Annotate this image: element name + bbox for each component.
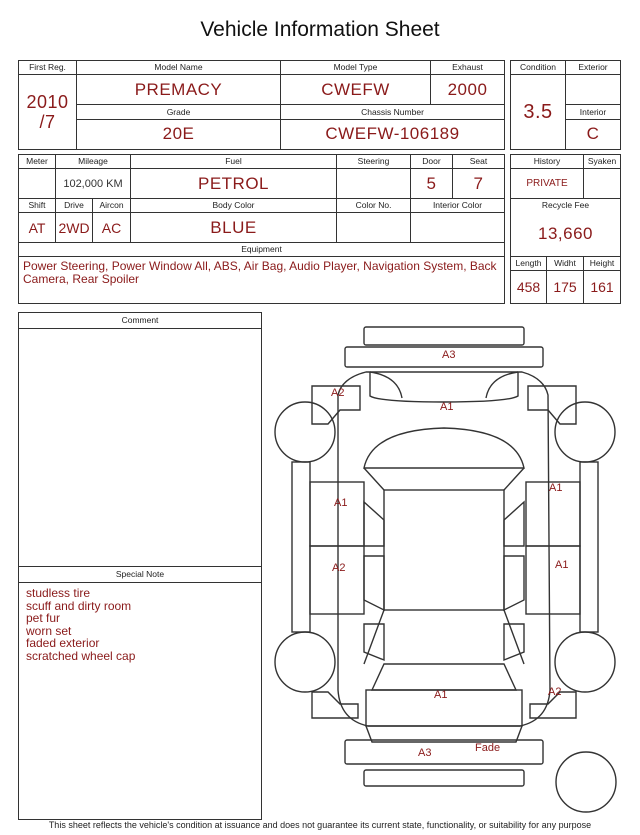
seat-label: Seat [453,155,505,169]
roof [384,490,504,610]
first-reg-month: /7 [39,112,56,133]
rear-bumper [345,740,543,764]
color-no-label: Color No. [337,199,411,213]
right-rear-door [526,546,580,614]
model-name-label: Model Name [77,61,281,75]
width-value: 175 [547,271,584,304]
vehicle-table [18,60,505,150]
grade-label: Grade [77,105,281,119]
meter-label: Meter [19,155,56,169]
rear-right-wheel [555,632,615,692]
damage-front-bumper: A3 [442,349,456,361]
door-value: 5 [411,169,453,199]
left-front-window [364,502,384,546]
left-rear-door [310,546,364,614]
roof-front-edge [364,468,524,490]
fuel-label: Fuel [131,155,337,169]
body-color-value: BLUE [131,213,337,243]
drive-label: Drive [56,199,93,213]
damage-left-rear-door: A2 [332,562,346,574]
rear-left-wheel [275,632,335,692]
equipment-label: Equipment [19,243,505,257]
recycle-fee-label: Recycle Fee [511,199,621,213]
exterior-label: Exterior [566,61,621,75]
damage-right-rear-fender: A2 [548,686,562,698]
comment-label: Comment [19,313,261,329]
exterior-value [566,75,621,105]
first-reg-year: 2010 [26,92,69,113]
disclaimer-footer: This sheet reflects the vehicle's condition at issuance and does not guarantee its current state, functionality, or suitability for any purpose [48,820,592,830]
door-label: Door [411,155,453,169]
fuel-value: PETROL [131,169,337,199]
exhaust-value: 2000 [431,75,505,105]
special-note-item: faded exterior [26,636,100,650]
mileage-label: Mileage [56,155,131,169]
damage-hood: A1 [440,401,454,413]
condition-label: Condition [511,61,566,75]
interior-value: C [566,119,621,149]
recycle-fee-value: 13,660 [511,213,621,257]
damage-tailgate: A1 [434,689,448,701]
rear-glass [372,664,516,690]
equipment-value: Power Steering, Power Window All, ABS, Air Bag, Audio Player, Navigation System, Back Camera, Rear Spoiler [19,257,505,304]
length-label: Length [511,257,547,271]
steering-label: Steering [337,155,411,169]
special-note-list [19,583,261,666]
exhaust-label: Exhaust [431,61,505,75]
front-left-wheel [275,402,335,462]
spare-wheel [556,752,616,812]
model-name-value: PREMACY [77,75,281,105]
aircon-value: AC [93,213,131,243]
interior-color-label: Interior Color [411,199,505,213]
chassis-label: Chassis Number [281,105,505,119]
shift-label: Shift [19,199,56,213]
shift-value: AT [19,213,56,243]
model-type-value: CWEFW [281,75,431,105]
interior-label: Interior [566,105,621,119]
history-label: History [511,155,584,169]
body-outline [338,372,550,726]
car-damage-diagram [270,320,626,818]
history-value: PRIVATE [511,169,584,199]
height-label: Height [584,257,621,271]
history-table [510,154,621,304]
front-right-wheel [555,402,615,462]
special-note-box [18,566,262,820]
model-type-label: Model Type [281,61,431,75]
syaken-label: Syaken [584,155,621,169]
sheet-title: Vehicle Information Sheet [200,18,440,41]
left-side-sill [292,462,310,632]
condition-table [510,60,621,150]
damage-right-rear-door: A1 [555,559,569,571]
special-note-item: studless tire [26,586,91,600]
aircon-label: Aircon [93,199,131,213]
damage-rear-bumper-note: Fade [475,742,501,754]
damage-right-front-door: A1 [549,482,563,494]
special-note-item: pet fur [26,611,61,625]
condition-value: 3.5 [511,75,566,150]
body-color-label: Body Color [131,199,337,213]
damage-left-front-door: A1 [334,497,348,509]
first-reg-value [19,75,77,150]
rear-bumper-lower [364,770,524,786]
chassis-value: CWEFW-106189 [281,119,505,149]
right-side-sill [580,462,598,632]
right-rear-window [504,556,524,610]
specs-table [18,154,505,304]
mileage-value: 102,000 KM [56,169,131,199]
special-note-item: scuff and dirty room [26,598,132,613]
color-no-value [337,213,411,243]
roof-rear-edge [364,610,524,664]
front-bumper-outline [364,327,524,345]
hood [370,372,518,402]
drive-value: 2WD [56,213,93,243]
hood-left-curve [370,372,402,398]
front-right-fender [528,386,576,424]
comment-box [18,312,262,567]
steering-value [337,169,411,199]
syaken-value [584,169,621,199]
special-note-item: worn set [26,623,72,638]
rear-left-fender [312,692,358,718]
damage-front-left-fender: A2 [331,387,345,399]
left-rear-window [364,556,384,610]
first-reg-label: First Reg. [19,61,77,75]
right-front-window [504,502,524,546]
special-note-item: scratched wheel cap [26,648,136,663]
length-value: 458 [511,271,547,304]
damage-rear-bumper: A3 [418,747,432,759]
grade-value: 20E [77,119,281,149]
interior-color-value [411,213,505,243]
hood-right-curve [486,372,518,398]
windshield [364,428,524,468]
seat-value: 7 [453,169,505,199]
special-note-label: Special Note [19,567,261,583]
left-front-door [310,482,364,546]
width-label: Widht [547,257,584,271]
height-value: 161 [584,271,621,304]
meter-value [19,169,56,199]
